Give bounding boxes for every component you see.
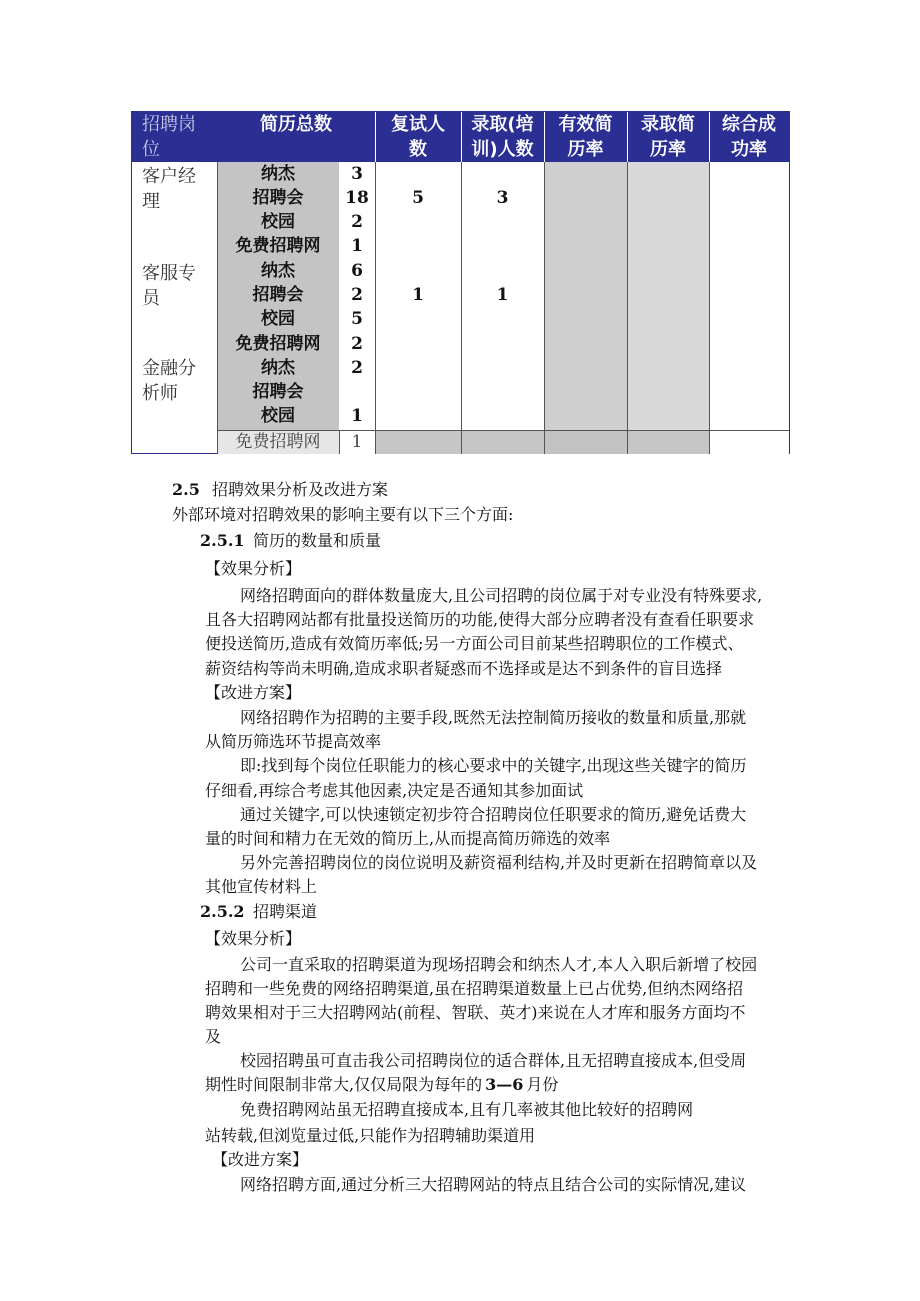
paragraph-line: 免费招聘网站虽无招聘直接成本,且有几率被其他比较好的招聘网 xyxy=(240,1100,694,1119)
paragraph-line: 其他宣传材料上 xyxy=(205,877,318,896)
header-divider xyxy=(375,112,376,162)
paragraph-line: 从简历筛选环节提高效率 xyxy=(205,732,382,751)
source-cell: 纳杰 xyxy=(261,261,295,281)
paragraph-line: 网络招聘作为招聘的主要手段,既然无法控制简历接收的数量和质量,那就 xyxy=(240,708,747,727)
retest-value: 1 xyxy=(412,285,424,305)
header-position: 招聘岗 位 xyxy=(142,114,196,160)
source-cell: 纳杰 xyxy=(261,164,295,184)
paragraph-line: 量的时间和精力在无效的简历上,从而提高简历筛选的效率 xyxy=(205,829,611,848)
subsection-title: 简历的数量和质量 xyxy=(253,531,382,550)
count-cell: 2 xyxy=(351,334,363,354)
paragraph-line: 另外完善招聘岗位的岗位说明及薪资福利结构,并及时更新在招聘简章以及 xyxy=(240,853,758,872)
paragraph-line: 外部环境对招聘效果的影响主要有以下三个方面: xyxy=(172,505,514,524)
source-cell: 纳杰 xyxy=(261,358,295,378)
paragraph-line: 且各大招聘网站都有批量投送简历的功能,使得大部分应聘者没有查看任职要求 xyxy=(205,610,755,629)
bracket-heading: 【改进方案】 xyxy=(205,683,302,702)
header-divider xyxy=(461,112,462,162)
subsection-title: 招聘渠道 xyxy=(253,902,318,921)
source-cell: 免费招聘网 xyxy=(235,432,321,452)
count-cell: 2 xyxy=(351,358,363,378)
paragraph-line: 网络招聘方面,通过分析三大招聘网站的特点且结合公司的实际情况,建议 xyxy=(240,1175,747,1194)
paragraph-line: 聘效果相对于三大招聘网站(前程、智联、英才)来说在人才库和服务方面均不 xyxy=(205,1003,746,1022)
count-cell: 2 xyxy=(351,285,363,305)
source-cell: 免费招聘网 xyxy=(235,334,321,354)
count-cell: 1 xyxy=(351,236,363,256)
count-cell: 2 xyxy=(351,212,363,232)
grid-line xyxy=(627,162,628,454)
header-retest: 复试人 数 xyxy=(391,114,445,160)
last-row-valid-cell xyxy=(544,430,627,454)
count-cell: 18 xyxy=(345,188,369,208)
last-row-hire-cell xyxy=(627,430,709,454)
source-cell: 招聘会 xyxy=(252,285,304,305)
paragraph-line: 及 xyxy=(205,1027,222,1046)
count-cell: 6 xyxy=(351,261,363,281)
section-title: 招聘效果分析及改进方案 xyxy=(212,480,389,499)
paragraph-line: 期性时间限制非常大,仅仅局限为每年的 3—6 月份 xyxy=(205,1075,559,1094)
bracket-heading: 【效果分析】 xyxy=(205,559,302,578)
table-header xyxy=(132,112,789,162)
source-cell: 校园 xyxy=(261,309,295,329)
count-cell: 5 xyxy=(351,309,363,329)
paragraph-line: 网络招聘面向的群体数量庞大,且公司招聘的岗位属于对专业没有特殊要求, xyxy=(240,586,763,605)
paragraph-line: 通过关键字,可以快速锁定初步符合招聘岗位任职要求的简历,避免话费大 xyxy=(240,805,747,824)
header-resume-total: 简历总数 xyxy=(260,114,332,135)
last-row-hired-cell xyxy=(461,430,544,454)
bracket-heading: 【改进方案】 xyxy=(212,1150,309,1169)
subsection-number: 2.5.2 xyxy=(200,902,245,921)
recruitment-table xyxy=(131,111,790,454)
header-divider xyxy=(709,112,710,162)
paragraph-line: 校园招聘虽可直击我公司招聘岗位的适合群体,且无招聘直接成本,但受周 xyxy=(240,1051,747,1070)
source-cell: 免费招聘网 xyxy=(235,236,321,256)
header-success-rate: 综合成 功率 xyxy=(722,114,776,160)
valid-rate-column xyxy=(544,162,627,454)
header-hire-rate: 录取简 历率 xyxy=(641,114,695,160)
position-customer-service: 客服专 员 xyxy=(142,263,196,309)
source-cell: 校园 xyxy=(261,406,295,426)
paragraph-line: 便投送简历,造成有效简历率低;另一方面公司目前某些招聘职位的工作模式、 xyxy=(205,634,744,653)
bracket-heading: 【效果分析】 xyxy=(205,929,302,948)
header-valid-rate: 有效简 历率 xyxy=(558,114,613,160)
paragraph-line: 薪资结构等尚未明确,造成求职者疑惑而不选择或是达不到条件的盲目选择 xyxy=(205,659,723,678)
retest-value: 5 xyxy=(412,188,424,208)
count-cell: 1 xyxy=(351,406,363,426)
paragraph-line: 仔细看,再综合考虑其他因素,决定是否通知其参加面试 xyxy=(205,781,584,800)
count-cell: 3 xyxy=(351,164,363,184)
header-divider xyxy=(627,112,628,162)
paragraph-line: 即:找到每个岗位任职能力的核心要求中的关键字,出现这些关键字的简历 xyxy=(240,756,747,775)
header-divider xyxy=(544,112,545,162)
month-range: 3—6 xyxy=(485,1075,524,1094)
position-account-manager: 客户经 理 xyxy=(142,166,196,212)
hired-value: 1 xyxy=(496,285,509,305)
paragraph-line: 站转载,但浏览量过低,只能作为招聘辅助渠道用 xyxy=(205,1126,536,1145)
subsection-number: 2.5.1 xyxy=(200,531,245,550)
position-financial-analyst: 金融分 析师 xyxy=(142,358,196,404)
hired-value: 3 xyxy=(496,188,509,208)
header-hired: 录取(培 训)人数 xyxy=(471,114,534,160)
hire-rate-column xyxy=(627,162,709,454)
count-cell: 1 xyxy=(351,432,363,452)
paragraph-line: 公司一直采取的招聘渠道为现场招聘会和纳杰人才,本人入职后新增了校园 xyxy=(240,955,758,974)
source-cell: 招聘会 xyxy=(252,382,304,402)
last-row-retest-cell xyxy=(375,430,461,454)
paragraph-line: 招聘和一些免费的网络招聘渠道,虽在招聘渠道数量上已占优势,但纳杰网络招 xyxy=(205,979,744,998)
source-cell: 校园 xyxy=(261,212,295,232)
section-number: 2.5 xyxy=(172,480,200,499)
grid-line xyxy=(544,162,545,454)
success-rate-column xyxy=(709,162,789,454)
grid-line xyxy=(709,162,710,454)
source-cell: 招聘会 xyxy=(252,188,304,208)
